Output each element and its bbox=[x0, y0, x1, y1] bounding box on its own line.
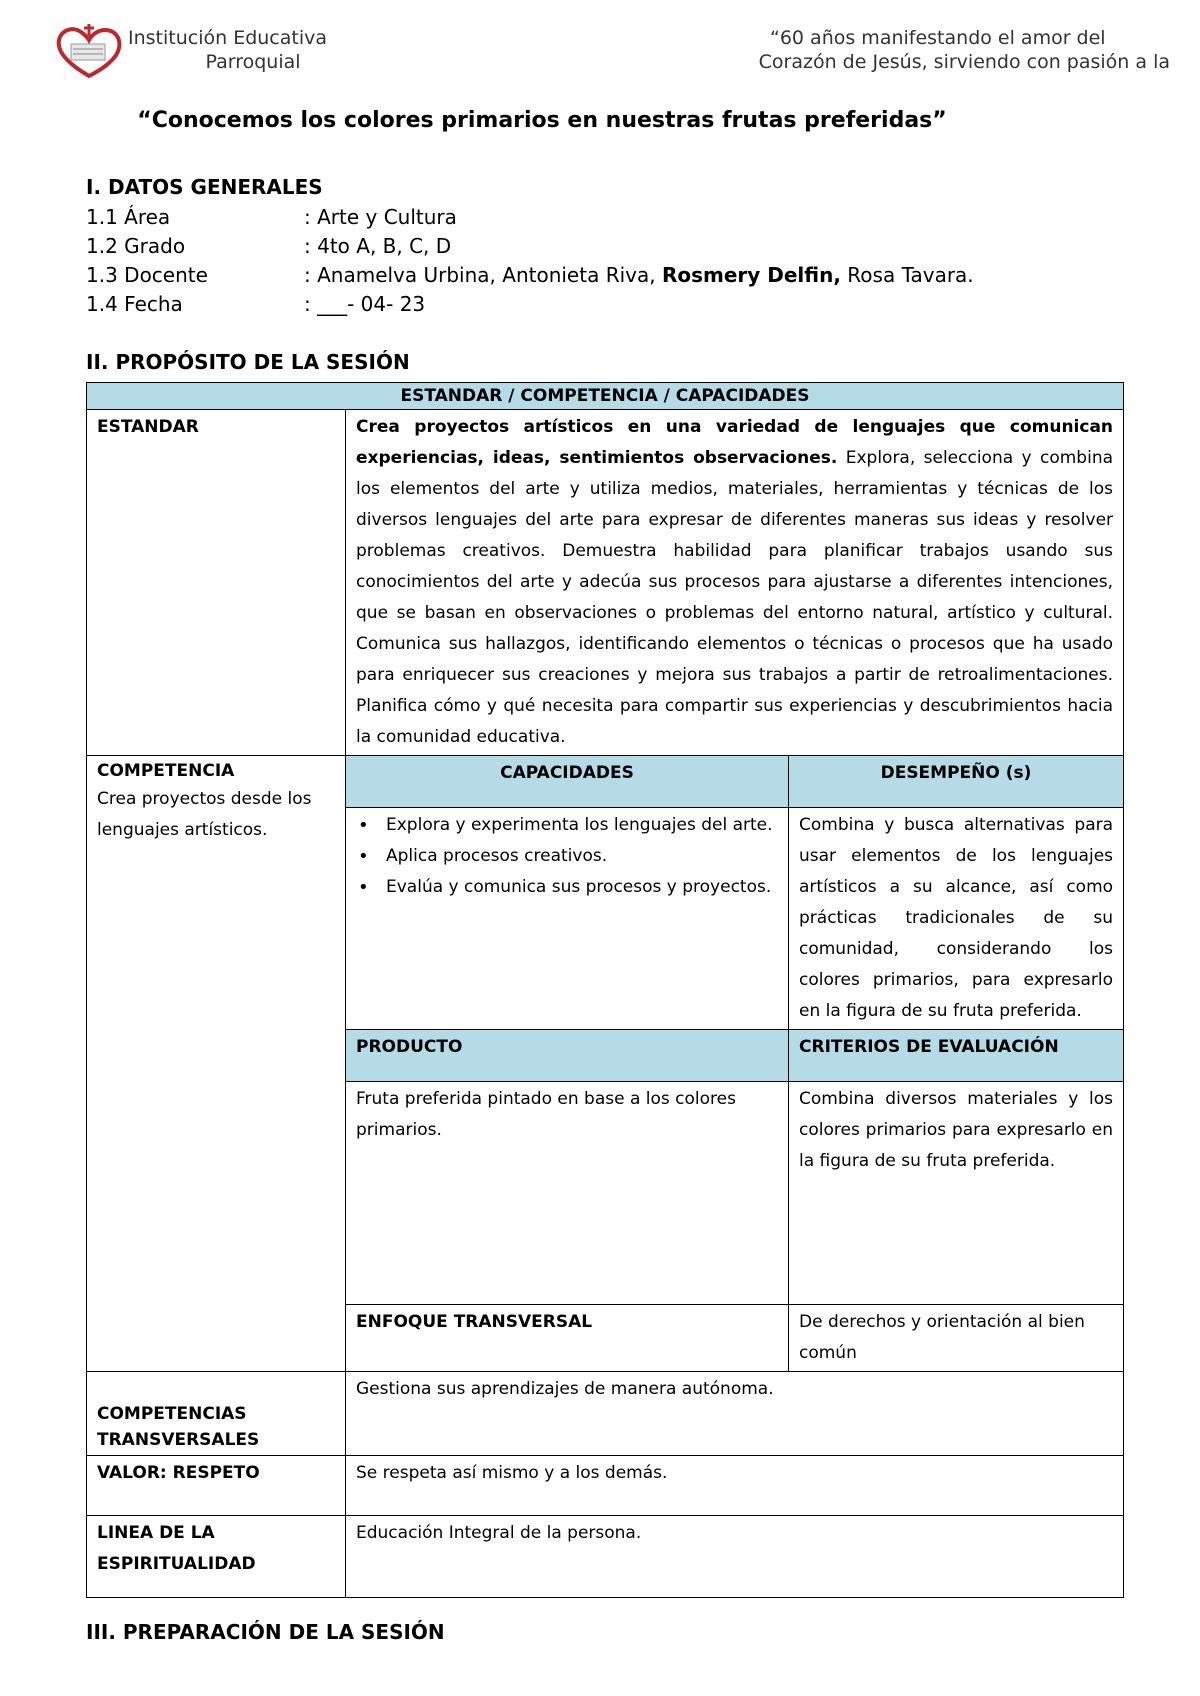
desempeno-header: DESEMPEÑO (s) bbox=[789, 756, 1124, 808]
motto-line1: “60 años manifestando el amor del bbox=[770, 27, 1106, 49]
criterios-header: CRITERIOS DE EVALUACIÓN bbox=[789, 1030, 1124, 1082]
row-value-bold: Rosmery Delfin, bbox=[661, 263, 841, 287]
general-row-area bbox=[86, 205, 986, 229]
row-value: : Arte y Cultura bbox=[304, 205, 457, 229]
general-row-date bbox=[86, 292, 986, 316]
general-row-grade bbox=[86, 234, 986, 258]
row-label: 1.3 Docente bbox=[86, 263, 208, 287]
school-logo-heart-icon bbox=[55, 22, 123, 80]
enfoque-label: ENFOQUE TRANSVERSAL bbox=[346, 1305, 789, 1372]
linea-text: Educación Integral de la persona. bbox=[346, 1516, 1124, 1598]
estandar-label: ESTANDAR bbox=[87, 410, 346, 756]
linea-label: LINEA DE LA ESPIRITUALIDAD bbox=[87, 1516, 346, 1598]
institution-name bbox=[128, 26, 378, 74]
row-value-pre: : Anamelva Urbina, Antonieta Riva, bbox=[304, 263, 662, 287]
competencia-cell bbox=[87, 756, 346, 1372]
comp-trans-text: Gestiona sus aprendizajes de manera autónoma. bbox=[346, 1372, 1124, 1456]
capacidades-cell bbox=[346, 808, 789, 1030]
capacidades-list bbox=[356, 810, 778, 903]
row-label: 1.4 Fecha bbox=[86, 292, 183, 316]
list-item: • Evalúa y comunica sus procesos y proyectos. bbox=[386, 872, 778, 903]
comp-trans-label: COMPETENCIAS TRANSVERSALES bbox=[87, 1372, 346, 1456]
producto-text: Fruta preferida pintado en base a los colores primarios. bbox=[346, 1082, 789, 1305]
valor-text: Se respeta así mismo y a los demás. bbox=[346, 1456, 1124, 1516]
competencia-label: COMPETENCIA bbox=[97, 761, 235, 781]
list-item: • Aplica procesos creativos. bbox=[386, 841, 778, 872]
section2-heading: II. PROPÓSITO DE LA SESIÓN bbox=[86, 350, 410, 374]
section3-heading: III. PREPARACIÓN DE LA SESIÓN bbox=[86, 1620, 445, 1644]
row-value: : 4to A, B, C, D bbox=[304, 234, 452, 258]
enfoque-text: De derechos y orientación al bien común bbox=[789, 1305, 1124, 1372]
valor-label: VALOR: RESPETO bbox=[87, 1456, 346, 1516]
capacidades-header: CAPACIDADES bbox=[346, 756, 789, 808]
desempeno-text: Combina y busca alternativas para usar elementos de los lenguajes artísticos a su alcance, así como prácticas tradicionales de su comunidad, considerando los colores primarios, para expresarlo en la figura de su fruta preferida. bbox=[789, 808, 1124, 1030]
competencia-text: Crea proyectos desde los lenguajes artísticos. bbox=[97, 789, 312, 840]
general-row-teacher bbox=[86, 263, 986, 287]
estandar-bold-text: Crea proyectos artísticos en una variedad de lenguajes que comunican experiencias, ideas, sentimientos observaciones. bbox=[356, 417, 1114, 468]
row-value-post: Rosa Tavara. bbox=[840, 263, 974, 287]
criterios-text: Combina diversos materiales y los colores primarios para expresarlo en la figura de su fruta preferida. bbox=[789, 1082, 1124, 1305]
document-title: “Conocemos los colores primarios en nuestras frutas preferidas” bbox=[137, 108, 947, 133]
motto bbox=[700, 26, 1170, 74]
institution-line1: Institución Educativa bbox=[128, 27, 328, 49]
row-label: 1.2 Grado bbox=[86, 234, 186, 258]
estandar-text: Explora, selecciona y combina los elementos del arte y utiliza medios, materiales, herramientas y técnicas de los diversos lenguajes del arte para expresar de diferentes maneras sus ideas y resolver problemas creativos. Demuestra habilidad para planificar trabajos usando sus conocimientos del arte y adecúa sus procesos para ajustarse a diferentes intenciones, que se basan en observaciones o problemas del entorno natural, artístico y cultural. Comunica sus hallazgos, identificando elementos o técnicas o procesos que ha usado para enriquecer sus creaciones y mejora sus trabajos a partir de retroalimentaciones. Planifica cómo y qué necesita para compartir sus experiencias y descubrimientos hacia la comunidad educativa. bbox=[356, 448, 1114, 747]
producto-header: PRODUCTO bbox=[346, 1030, 789, 1082]
row-value: : ___- 04- 23 bbox=[304, 292, 426, 316]
motto-line2: Corazón de Jesús, sirviendo con pasión a la bbox=[758, 51, 1170, 73]
row-label: 1.1 Área bbox=[86, 205, 171, 229]
list-item: • Explora y experimenta los lenguajes del arte. bbox=[386, 810, 778, 841]
institution-line2: Parroquial bbox=[205, 51, 301, 73]
estandar-cell bbox=[346, 410, 1124, 756]
purpose-table bbox=[86, 382, 1124, 1598]
table-header: ESTANDAR / COMPETENCIA / CAPACIDADES bbox=[87, 383, 1124, 410]
section1-heading: I. DATOS GENERALES bbox=[86, 175, 323, 199]
